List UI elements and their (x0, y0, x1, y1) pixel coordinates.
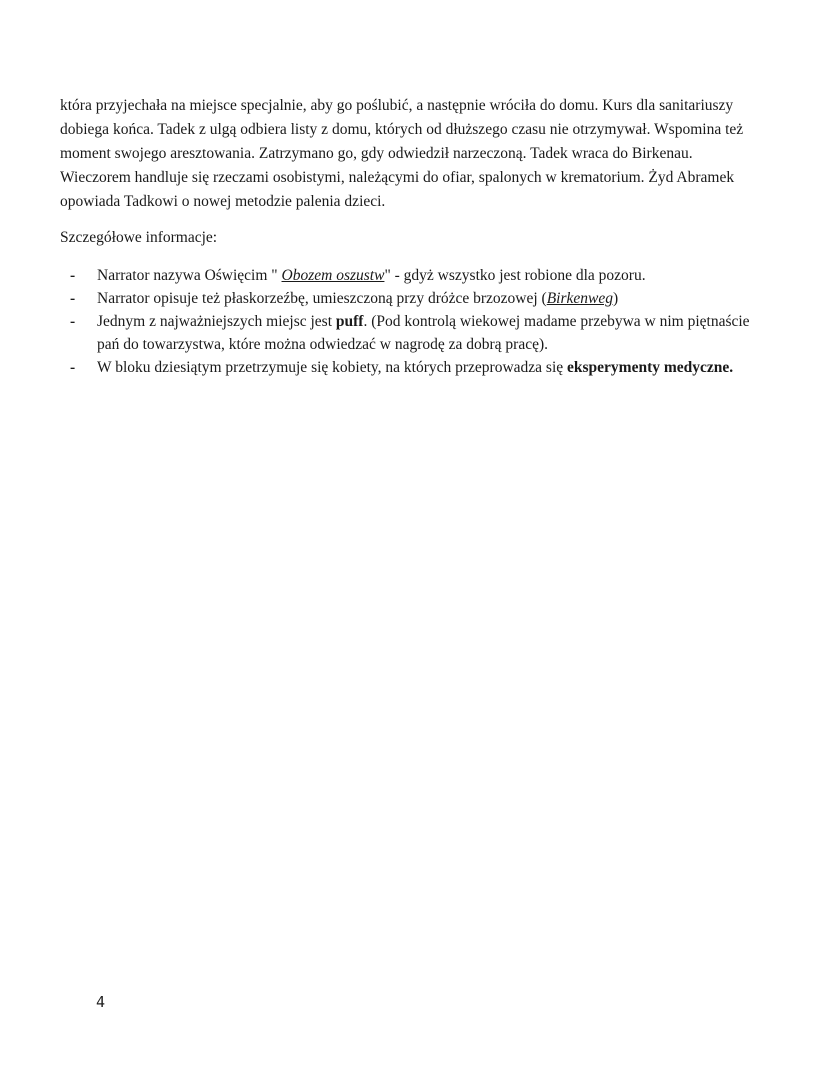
item-text: Narrator opisuje też płaskorzeźbę, umieszczoną przy dróżce brzozowej ( (97, 290, 547, 307)
item-text: Jednym z najważniejszych miejsc jest (97, 313, 336, 330)
bullet-dash: - (70, 359, 76, 376)
item-emphasis: Obozem oszustw (281, 267, 385, 284)
body-paragraph: która przyjechała na miejsce specjalnie, aby go poślubić, a następnie wróciła do domu. Kurs dla sanitariuszy dobiega końca. Tadek z ulgą odbiera listy z domu, których od dłuższego czasu nie otrzymywał. Wspomina też moment swojego aresztowania. Zatrzymano go, gdy odwiedził narzeczoną. Tadek wraca do Birkenau. Wieczorem handluje się rzeczami osobistymi, należącymi do ofiar, spalonych w krematorium. Żyd Abramek opowiada Tadkowi o nowej metodzie palenia dzieci. (60, 97, 744, 210)
item-text: Narrator nazywa Oświęcim " (97, 267, 282, 284)
item-bold: eksperymenty medyczne. (567, 359, 734, 376)
page-content (60, 94, 750, 379)
details-list (60, 264, 750, 379)
bullet-dash: - (70, 290, 76, 307)
item-text: ) (613, 290, 619, 307)
page-number: 4 (96, 993, 106, 1011)
bullet-dash: - (70, 267, 76, 284)
item-text: W bloku dziesiątym przetrzymuje się kobiety, na których przeprowadza się (97, 359, 568, 376)
item-text: " - gdyż wszystko jest robione dla pozoru. (384, 267, 646, 284)
list-item (60, 264, 750, 287)
item-emphasis: Birkenweg (546, 290, 614, 307)
section-heading: Szczegółowe informacje: (60, 229, 218, 246)
list-item (60, 287, 750, 310)
list-item (60, 310, 750, 356)
bullet-dash: - (70, 313, 76, 330)
item-text: . (Pod kontrolą wiekowej madame przebywa w nim piętnaście pań do towarzystwa, które można odwiedzać w nagrodę za dobrą pracę). (97, 313, 750, 353)
item-bold: puff (335, 313, 364, 330)
list-item (60, 356, 750, 379)
